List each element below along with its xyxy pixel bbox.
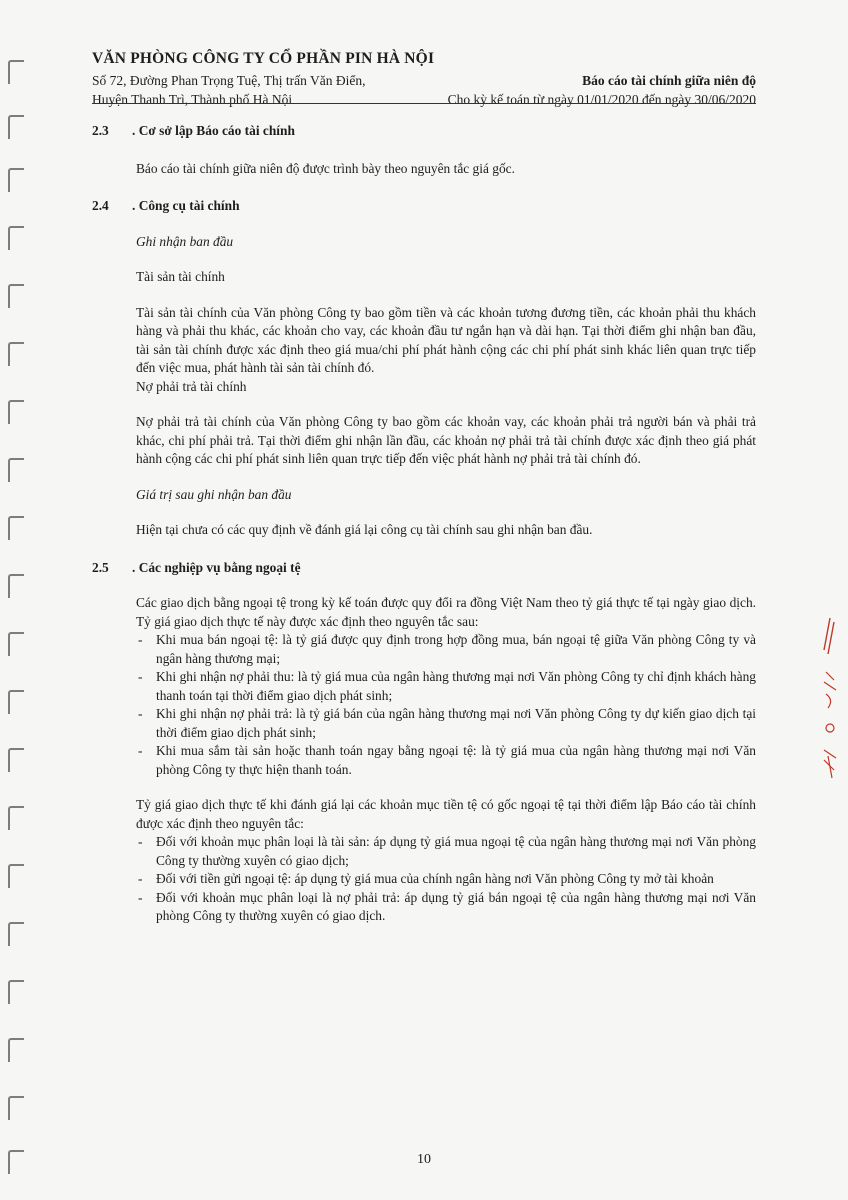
- list-item: - Khi mua sắm tài sản hoặc thanh toán ngay bằng ngoại tệ: là tỷ giá mua của ngân hàng thương mại nơi Văn phòng Công ty thực hiện thanh toán.: [136, 742, 756, 779]
- subheading: Giá trị sau ghi nhận ban đầu: [136, 486, 292, 502]
- binder-hole: [8, 400, 24, 424]
- company-name: VĂN PHÒNG CÔNG TY CỔ PHẦN PIN HÀ NỘI: [92, 50, 435, 67]
- page-number: 10: [417, 1152, 431, 1167]
- binder-hole: [8, 748, 24, 772]
- binder-hole: [8, 690, 24, 714]
- binder-hole: [8, 806, 24, 830]
- header-divider: [92, 103, 756, 104]
- binder-hole: [8, 980, 24, 1004]
- binder-hole: [8, 284, 24, 308]
- binder-hole: [8, 1096, 24, 1120]
- paragraph: Hiện tại chưa có các quy định về đánh giá lại công cụ tài chính sau ghi nhận ban đầu.: [136, 522, 593, 537]
- handwritten-mark: [812, 610, 842, 780]
- section-title: . Các nghiệp vụ bằng ngoại tệ: [132, 559, 301, 575]
- section-heading: [92, 122, 756, 141]
- binder-hole: [8, 574, 24, 598]
- list-item: - Đối với khoản mục phân loại là nợ phải trả: áp dụng tỷ giá bán ngoại tệ của ngân hàng thương mại nơi Văn phòng Công ty thường xuyên có giao dịch.: [136, 889, 756, 926]
- subheading: Nợ phải trả tài chính: [136, 378, 247, 394]
- list-item: - Khi ghi nhận nợ phải thu: là tỷ giá mua của ngân hàng thương mại nơi Văn phòng Công ty chỉ định khách hàng thanh toán tại thời điểm giao dịch phát sinh;: [136, 668, 756, 705]
- section-heading: [92, 559, 756, 578]
- binder-hole: [8, 864, 24, 888]
- binder-hole: [8, 458, 24, 482]
- subheading: Ghi nhận ban đầu: [136, 233, 234, 249]
- binder-hole: [8, 1038, 24, 1062]
- binder-hole: [8, 922, 24, 946]
- binder-hole: [8, 342, 24, 366]
- binder-hole: [8, 168, 24, 192]
- section-heading: [92, 197, 756, 216]
- paragraph: Tài sản tài chính của Văn phòng Công ty bao gồm tiền và các khoản tương đương tiền, các khoản phải thu khách hàng và phải thu khác, các khoản cho vay, các khoản đầu tư ngắn hạn và dài hạn. Tại thời điểm ghi nhận ban đầu, tài sản tài chính được xác định theo giá mua/chi phí phát hành cộng các chi phí phát sinh khác liên quan trực tiếp đến việc mua, phát hành tài sản tài chính đó.: [136, 304, 756, 375]
- section-number: 2.3: [92, 123, 109, 138]
- paragraph: Tỷ giá giao dịch thực tế khi đánh giá lại các khoản mục tiền tệ có gốc ngoại tệ tại thời điểm lập Báo cáo tài chính được xác định theo nguyên tắc:: [136, 797, 756, 831]
- report-title: Báo cáo tài chính giữa niên độ: [582, 73, 756, 88]
- section-title: . Công cụ tài chính: [132, 198, 240, 213]
- binder-hole: [8, 60, 24, 84]
- page-header: [92, 50, 756, 109]
- document-body: [92, 122, 756, 926]
- list-item: - Khi ghi nhận nợ phải trả: là tỷ giá bán của ngân hàng thương mại nơi Văn phòng Công ty dự kiến giao dịch tại thời điểm giao dịch phát sinh;: [136, 705, 756, 742]
- address-line-2: Huyện Thanh Trì, Thành phố Hà Nội: [92, 92, 293, 107]
- binder-hole: [8, 115, 24, 139]
- section-number: 2.4: [92, 198, 109, 213]
- list-item: - Đối với tiền gửi ngoại tệ: áp dụng tỷ giá mua của chính ngân hàng nơi Văn phòng Công ty mở tài khoản: [136, 870, 756, 889]
- section-title: . Cơ sở lập Báo cáo tài chính: [132, 123, 295, 138]
- address-line-1: Số 72, Đường Phan Trọng Tuệ, Thị trấn Văn Điển,: [92, 73, 366, 88]
- subheading: Tài sản tài chính: [136, 269, 225, 284]
- paragraph: Báo cáo tài chính giữa niên độ được trình bày theo nguyên tắc giá gốc.: [136, 160, 515, 176]
- list-item: - Đối với khoản mục phân loại là tài sản: áp dụng tỷ giá mua ngoại tệ của ngân hàng thương mại nơi Văn phòng Công ty thường xuyên có giao dịch;: [136, 833, 756, 870]
- section-number: 2.5: [92, 559, 109, 575]
- list-item: - Khi mua bán ngoại tệ: là tỷ giá được quy định trong hợp đồng mua, bán ngoại tệ giữa Văn phòng Công ty và ngân hàng thương mại;: [136, 631, 756, 668]
- binder-hole: [8, 516, 24, 540]
- binder-hole: [8, 226, 24, 250]
- paragraph: Nợ phải trả tài chính của Văn phòng Công ty bao gồm các khoản vay, các khoản phải trả người bán và phải trả khác, chi phí phải trả. Tại thời điểm ghi nhận lần đầu, các khoản nợ phải trả tài chính được xác định theo giá phát hành cộng các chi phí phát sinh liên quan trực tiếp đến việc phát hành nợ phải trả tài chính đó.: [136, 414, 756, 466]
- report-period: Cho kỳ kế toán từ ngày 01/01/2020 đến ngày 30/06/2020: [447, 92, 756, 107]
- paragraph: Các giao dịch bằng ngoại tệ trong kỳ kế toán được quy đổi ra đồng Việt Nam theo tỷ giá thực tế tại ngày giao dịch. Tỷ giá giao dịch thực tế này được xác định theo nguyên tắc sau:: [136, 595, 756, 629]
- binder-hole: [8, 632, 24, 656]
